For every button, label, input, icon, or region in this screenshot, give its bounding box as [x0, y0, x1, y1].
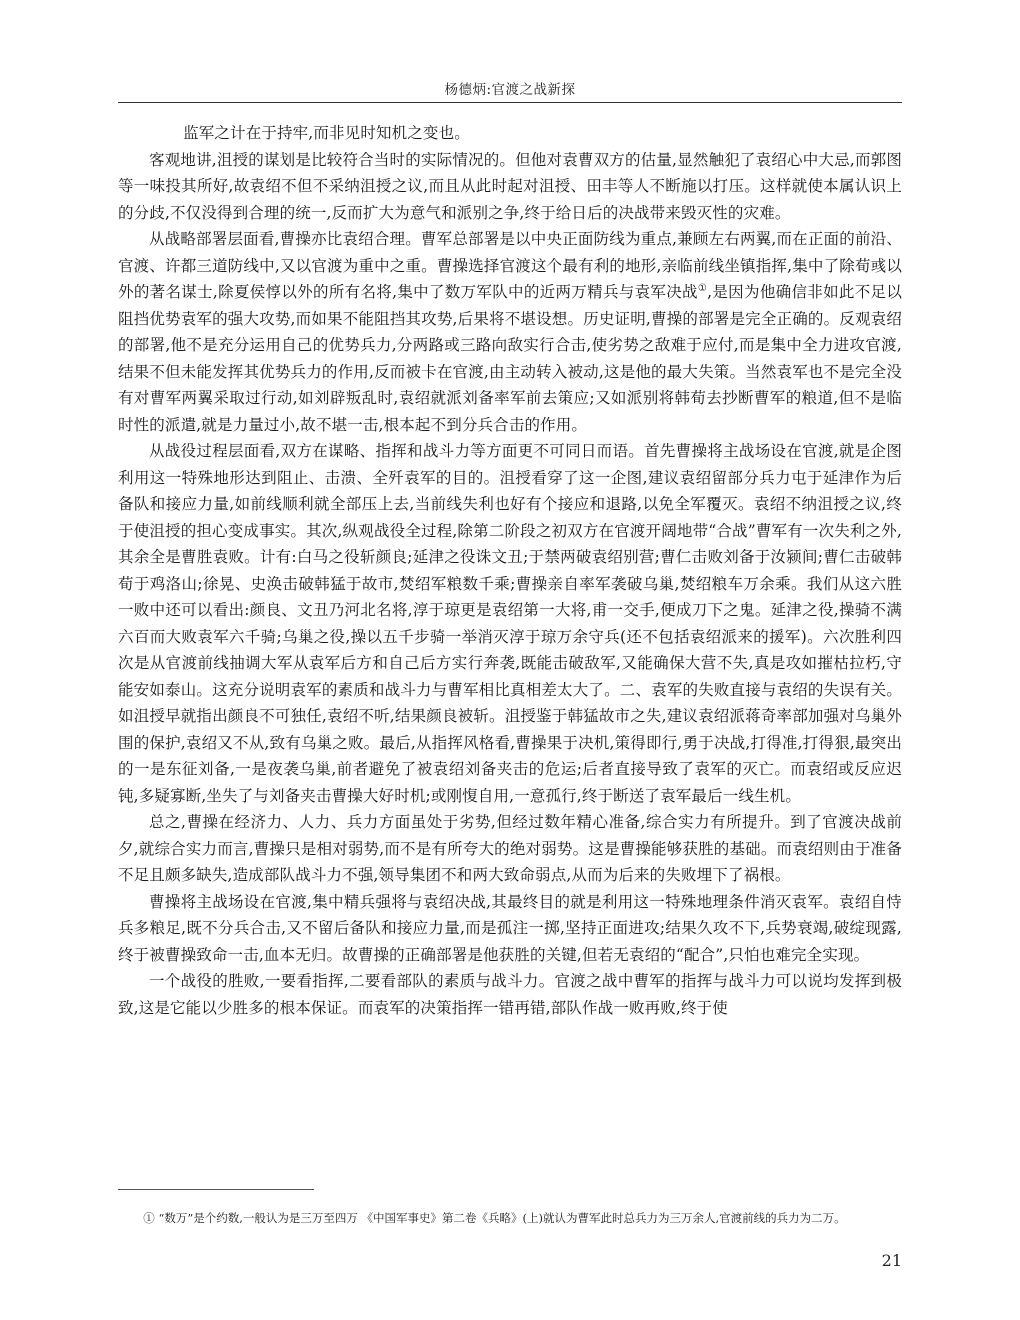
footnote-rule	[118, 1189, 314, 1190]
page-number: 21	[881, 1251, 902, 1270]
body-text	[118, 120, 902, 1021]
quote-line: 监军之计在于持牢,而非见时知机之变也。	[183, 124, 470, 142]
footnote: ① “数万”是个约数,一般认为是三万至四万 《中国军事史》第二卷《兵略》(上)就认为曹军此时总兵力为三万余人,官渡前线的兵力为二万。	[143, 1211, 846, 1225]
running-header: 杨德炳:官渡之战新探	[444, 82, 576, 98]
paragraph-2-part-a: 从战略部署层面看,曹操亦比袁绍合理。曹军总部署是以中央正面防线为重点,兼顾左右两翼,而在正面的前沿、官渡、许都三道防线中,又以官渡为重中之重。曹操选择官渡这个最有利的地形,亲临前线坐镇指挥,集中了除荀彧以外的著名谋士,除夏侯惇以外的所有名将,集中了数万军队中的近两万精兵与袁军决战	[118, 230, 902, 301]
paragraph-2-part-b: ,是因为他确信非如此不足以阻挡优势袁军的强大攻势,而如果不能阻挡其攻势,后果将不堪设想。历史证明,曹操的部署是完全正确的。反观袁绍的部署,他不是充分运用自己的优势兵力,分两路或三路向敌实行合击,使劣势之敌难于应付,而是集中全力进攻官渡,结果不但未能发挥其优势兵力的作用,反而被卡在官渡,由主动转入被动,这是他的最大失策。当然袁军也不是完全没有对曹军两翼采取过行动,如刘辟叛乱时,袁绍就派刘备率军前去策应;又如派别将韩荀去抄断曹军的粮道,但不是临时性的派遣,就是力量过小,故不堪一击,根本起不到分兵合击的作用。	[118, 283, 902, 434]
paragraph-2	[118, 226, 902, 438]
paragraph-5: 曹操将主战场设在官渡,集中精兵强将与袁绍决战,其最终目的就是利用这一特殊地理条件消灭袁军。袁绍自恃兵多粮足,既不分兵合击,又不留后备队和接应力量,而是孤注一掷,坚持正面进攻;结果久攻不下,兵势衰竭,破绽现露,终于被曹操致命一击,血本无归。故曹操的正确部署是他获胜的关键,但若无袁绍的“配合”,只怕也难完全实现。	[118, 892, 902, 964]
paragraph-6: 一个战役的胜败,一要看指挥,二要看部队的素质与战斗力。官渡之战中曹军的指挥与战斗力可以说均发挥到极致,这是它能以少胜多的根本保证。而袁军的决策指挥一错再错,部队作战一败再败,终于使	[118, 972, 902, 1017]
header-rule	[118, 102, 902, 103]
paragraph-1: 客观地讲,沮授的谋划是比较符合当时的实际情况的。但他对袁曹双方的估量,显然触犯了袁绍心中大忌,而郭图等一味投其所好,故袁绍不但不采纳沮授之议,而且从此时起对沮授、田丰等人不断施以打压。这样就使本属认识上的分歧,不仅没得到合理的统一,反而扩大为意气和派别之争,终于给日后的决战带来毁灭性的灾难。	[118, 150, 902, 222]
paragraph-4: 总之,曹操在经济力、人力、兵力方面虽处于劣势,但经过数年精心准备,综合实力有所提升。到了官渡决战前夕,就综合实力而言,曹操只是相对弱势,而不是有所夸大的绝对弱势。这是曹操能够获胜的基础。而袁绍则由于准备不足且颇多缺失,造成部队战斗力不强,领导集团不和两大致命弱点,从而为后来的失败埋下了祸根。	[118, 813, 902, 884]
footnote-marker: ①	[697, 282, 708, 294]
paragraph-3: 从战役过程层面看,双方在谋略、指挥和战斗力等方面更不可同日而语。首先曹操将主战场设在官渡,就是企图利用这一特殊地形达到阻止、击溃、全歼袁军的目的。沮授看穿了这一企图,建议袁绍留部分兵力屯于延津作为后备队和接应力量,如前线顺利就全部压上去,当前线失利也好有个接应和退路,以免全军覆灭。袁绍不纳沮授之议,终于使沮授的担心变成事实。其次,纵观战役全过程,除第二阶段之初双方在官渡开阔地带“合战”曹军有一次失利之外,其余全是曹胜袁败。计有:白马之役斩颜良;延津之役诛文丑;于禁两破袁绍别营;曹仁击败刘备于汝颍间;曹仁击破韩荀于鸡洛山;徐晃、史涣击破韩猛于故市,焚绍军粮数千乘;曹操亲自率军袭破乌巢,焚绍粮车万余乘。我们从这六胜一败中还可以看出:颜良、文丑乃河北名将,淳于琼更是袁绍第一大将,甫一交手,便成刀下之鬼。延津之役,操骑不满六百而大败袁军六千骑;乌巢之役,操以五千步骑一举消灭淳于琼万余守兵(还不包括袁绍派来的援军)。六次胜利四次是从官渡前线抽调大军从袁军后方和自己后方实行奔袭,既能击破敌军,又能确保大营不失,真是攻如摧枯拉朽,守能安如泰山。这充分说明袁军的素质和战斗力与曹军相比真相差太大了。二、袁军的失败直接与袁绍的失误有关。如沮授早就指出颜良不可独任,袁绍不听,结果颜良被斩。沮授鉴于韩猛故市之失,建议袁绍派蒋奇率部加强对乌巢外围的保护,袁绍又不从,致有乌巢之败。最后,从指挥风格看,曹操果于决机,策得即行,勇于决战,打得准,打得狠,最突出的一是东征刘备,一是夜袭乌巢,前者避免了被袁绍刘备夹击的危运;后者直接导致了袁军的灭亡。而袁绍或反应迟钝,多疑寡断,坐失了与刘备夹击曹操大好时机;或刚愎自用,一意孤行,终于断送了袁军最后一线生机。	[118, 442, 902, 805]
